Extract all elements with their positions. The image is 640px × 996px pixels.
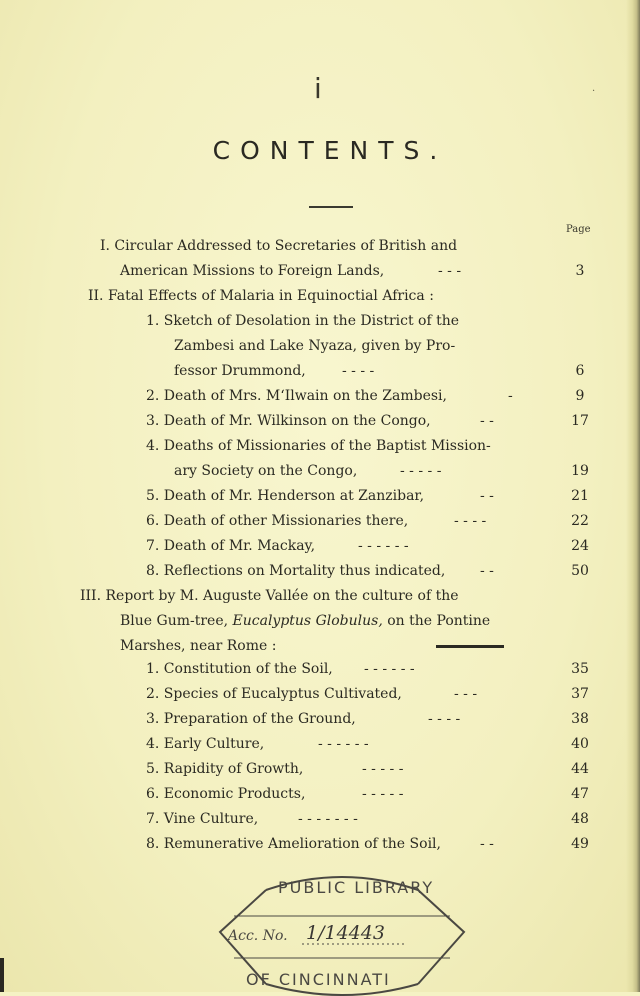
toc-leaders: - - <box>480 413 494 429</box>
toc-page-number: 22 <box>571 513 589 529</box>
toc-entry-text: II. Fatal Effects of Malaria in Equinoctial Africa : <box>88 288 434 304</box>
toc-leaders: - - <box>480 563 494 579</box>
page-column-label: Page <box>566 224 591 235</box>
contents-title: CONTENTS. <box>212 136 448 165</box>
toc-leaders: - - - - - <box>362 786 404 802</box>
toc-page-number: 6 <box>575 363 585 379</box>
toc-entry <box>146 536 610 556</box>
printed-bar-mark <box>436 645 504 648</box>
toc-entry-text: 4. Deaths of Missionaries of the Baptist Mission- <box>146 438 491 454</box>
toc-entry-text: ary Society on the Congo, <box>174 463 358 479</box>
toc-entry <box>146 311 459 331</box>
toc-entry <box>146 436 491 456</box>
toc-entry <box>80 586 459 606</box>
toc-page-number: 9 <box>575 388 585 404</box>
toc-leaders: - - - - - <box>362 761 404 777</box>
toc-entry-text: 6. Economic Products, <box>146 786 306 802</box>
toc-page-number: 49 <box>571 836 589 852</box>
toc-entry <box>146 734 610 754</box>
toc-leaders: - - - - <box>454 513 487 529</box>
toc-page-number: 37 <box>571 686 589 702</box>
toc-entry <box>146 659 610 679</box>
toc-entry-text: Marshes, near Rome : <box>120 638 277 654</box>
toc-page-number: 40 <box>571 736 589 752</box>
toc-leaders: - - - - <box>428 711 461 727</box>
toc-entry-text: on the Pontine <box>382 613 491 629</box>
toc-entry <box>146 411 610 431</box>
toc-entry <box>88 286 434 306</box>
stamp-acc-label: Acc. No. <box>228 928 288 944</box>
toc-entry-text: 5. Death of Mr. Henderson at Zanzibar, <box>146 488 425 504</box>
toc-leaders: - - - - <box>342 363 375 379</box>
toc-leaders: - - - - - - - <box>298 811 358 827</box>
toc-leaders: - - - - - - <box>318 736 369 752</box>
toc-entry-text: American Missions to Foreign Lands, <box>120 263 385 279</box>
toc-leaders: - <box>508 388 513 404</box>
toc-entry-text: 4. Early Culture, <box>146 736 265 752</box>
toc-entry-text: III. Report by M. Auguste Vallée on the culture of the <box>80 588 459 604</box>
toc-entry <box>146 511 610 531</box>
speck-mark: · <box>592 86 596 97</box>
title-rule <box>309 206 353 208</box>
toc-page-number: 50 <box>571 563 589 579</box>
toc-entry-text: Zambesi and Lake Nyaza, given by Pro- <box>174 338 456 354</box>
toc-page-number: 35 <box>571 661 589 677</box>
toc-entry-text: 8. Reflections on Mortality thus indicated, <box>146 563 446 579</box>
toc-entry-text: fessor Drummond, <box>174 363 306 379</box>
toc-entry-text: 1. Sketch of Desolation in the District of the <box>146 313 460 329</box>
toc-entry <box>174 461 610 481</box>
toc-page-number: 3 <box>575 263 585 279</box>
toc-leaders: - - <box>480 836 494 852</box>
toc-leaders: - - - - - <box>400 463 442 479</box>
toc-page-number: 44 <box>571 761 589 777</box>
toc-entry-text: 1. Constitution of the Soil, <box>146 661 333 677</box>
toc-entry-text: 2. Species of Eucalyptus Cultivated, <box>146 686 402 702</box>
toc-entry-text: 3. Death of Mr. Wilkinson on the Congo, <box>146 413 431 429</box>
toc-page-number: 21 <box>571 488 589 504</box>
toc-entry-text: 5. Rapidity of Growth, <box>146 761 304 777</box>
stamp-top-text: PUBLIC LIBRARY <box>278 878 435 897</box>
toc-entry <box>146 759 610 779</box>
toc-leaders: - - - <box>454 686 478 702</box>
toc-entry <box>174 361 610 381</box>
toc-entry <box>146 784 610 804</box>
toc-entry <box>120 636 276 656</box>
toc-entry <box>146 809 610 829</box>
binding-mark <box>0 958 4 992</box>
toc-page-number: 17 <box>571 413 589 429</box>
toc-leaders: - - - <box>438 263 462 279</box>
toc-entry <box>174 336 455 356</box>
toc-entry <box>100 236 457 256</box>
toc-entry <box>146 709 610 729</box>
toc-entry-text: I. Circular Addressed to Secretaries of British and <box>100 238 458 254</box>
toc-entry-text: 3. Preparation of the Ground, <box>146 711 356 727</box>
library-stamp <box>206 872 478 996</box>
toc-entry-text: 7. Vine Culture, <box>146 811 259 827</box>
toc-page-number: 24 <box>571 538 589 554</box>
toc-entry-text: 7. Death of Mr. Mackay, <box>146 538 316 554</box>
toc-leaders: - - - - - - <box>358 538 409 554</box>
toc-leaders: - - <box>480 488 494 504</box>
toc-leaders: - - - - - - <box>364 661 415 677</box>
folio-number: i <box>314 72 322 105</box>
toc-entry <box>120 611 490 631</box>
toc-entry-text: Blue Gum-tree, <box>120 613 233 629</box>
toc-entry-text: 2. Death of Mrs. M‘Ilwain on the Zambesi, <box>146 388 447 404</box>
toc-page-number: 38 <box>571 711 589 727</box>
stamp-acc-number: 1/14443 <box>306 922 385 944</box>
toc-entry <box>120 261 610 281</box>
toc-entry-text: 6. Death of other Missionaries there, <box>146 513 409 529</box>
stamp-bottom-text: OF CINCINNATI <box>246 970 391 989</box>
toc-entry-text: 8. Remunerative Amelioration of the Soil, <box>146 836 441 852</box>
toc-entry <box>146 684 610 704</box>
toc-entry-italic-text: Eucalyptus Globulus, <box>232 613 383 629</box>
toc-page-number: 48 <box>571 811 589 827</box>
toc-entry <box>146 834 610 854</box>
toc-page-number: 47 <box>571 786 589 802</box>
toc-entry <box>146 386 610 406</box>
toc-entry <box>146 486 610 506</box>
toc-page-number: 19 <box>571 463 589 479</box>
toc-entry <box>146 561 610 581</box>
